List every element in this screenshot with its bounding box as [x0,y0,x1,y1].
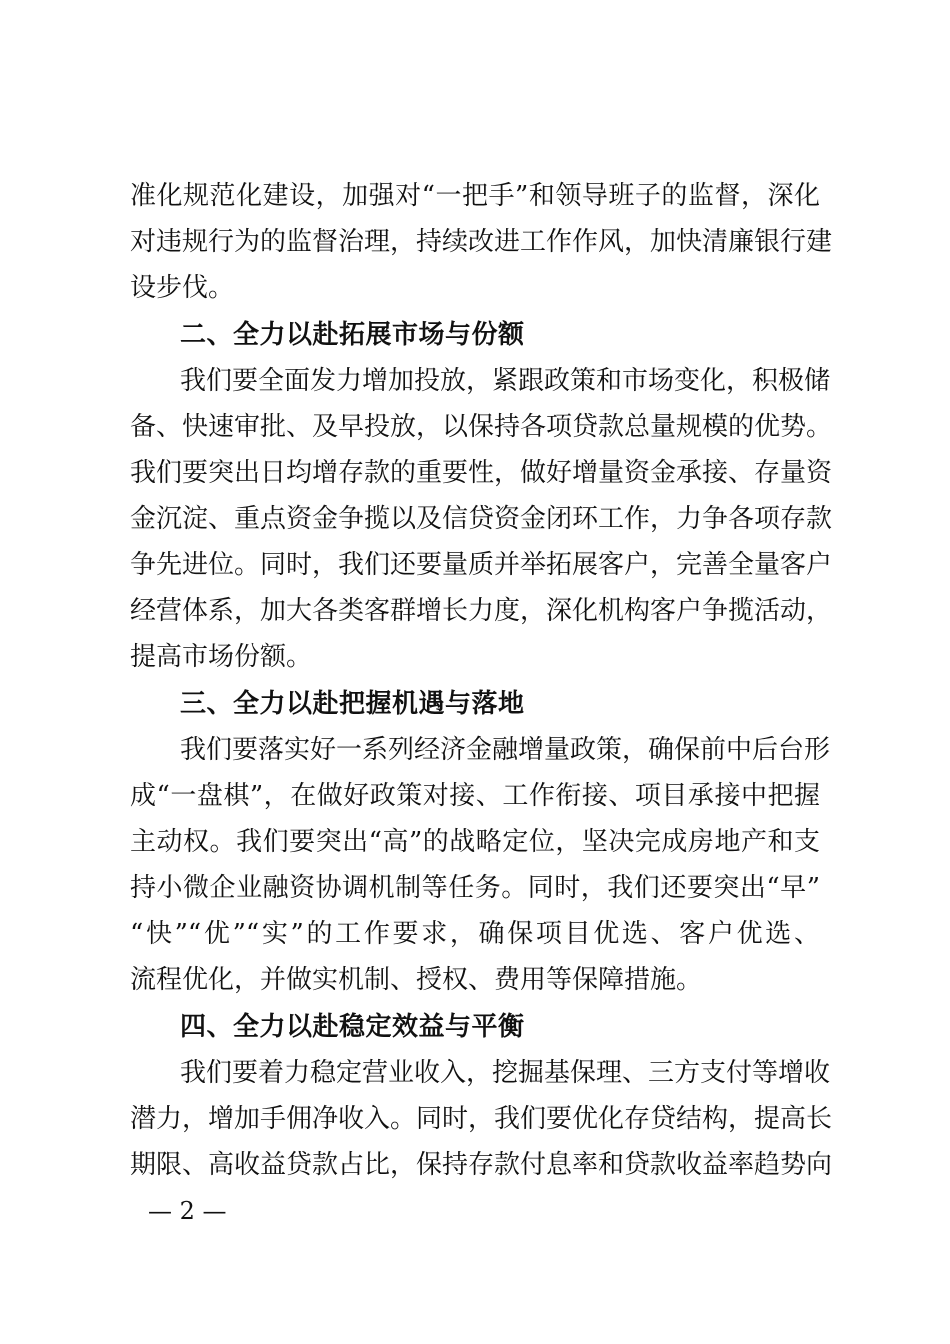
body-text-line: 期限、高收益贷款占比，保持存款付息率和贷款收益率趋势向 [130,1150,833,1180]
body-text-line: 我们要突出日均增存款的重要性，做好增量资金承接、存量资 [130,458,833,488]
body-text-line: 对违规行为的监督治理，持续改进工作作风，加快清廉银行建 [130,227,833,257]
body-text-line: 经营体系，加大各类客群增长力度，深化机构客户争揽活动， [130,596,833,626]
body-text-line: 成“一盘棋”，在做好政策对接、工作衔接、项目承接中把握 [130,781,820,811]
body-text-line: 持小微企业融资协调机制等任务。同时，我们还要突出“早” [130,873,820,903]
body-text-line: 我们要落实好一系列经济金融增量政策，确保前中后台形 [180,735,831,765]
body-text-line: 备、快速审批、及早投放，以保持各项贷款总量规模的优势。 [130,412,833,442]
body-text-line: 潜力，增加手佣净收入。同时，我们要优化存贷结构，提高长 [130,1104,833,1134]
body-text-line: 流程优化，并做实机制、授权、费用等保障措施。 [130,965,703,995]
page-number: — 2 — [148,1197,227,1225]
section-heading-2: 二、全力以赴拓展市场与份额 [180,320,525,350]
body-text-line: 我们要着力稳定营业收入，挖掘基保理、三方支付等增收 [180,1058,831,1088]
body-text-line: 我们要全面发力增加投放，紧跟政策和市场变化，积极储 [180,366,831,396]
body-text-line: 争先进位。同时，我们还要量质并举拓展客户，完善全量客户 [130,550,833,580]
section-heading-3: 三、全力以赴把握机遇与落地 [180,689,525,719]
body-text-line: “快”“优”“实”的工作要求，确保项目优选、客户优选、 [130,919,820,949]
section-heading-4: 四、全力以赴稳定效益与平衡 [180,1012,525,1042]
body-text-line: 金沉淀、重点资金争揽以及信贷资金闭环工作，力争各项存款 [130,504,833,534]
body-text-line: 提高市场份额。 [130,642,313,672]
body-text-line: 准化规范化建设，加强对“一把手”和领导班子的监督，深化 [130,181,820,211]
body-text-line: 主动权。我们要突出“高”的战略定位，坚决完成房地产和支 [130,827,820,857]
body-text-line: 设步伐。 [130,273,235,303]
